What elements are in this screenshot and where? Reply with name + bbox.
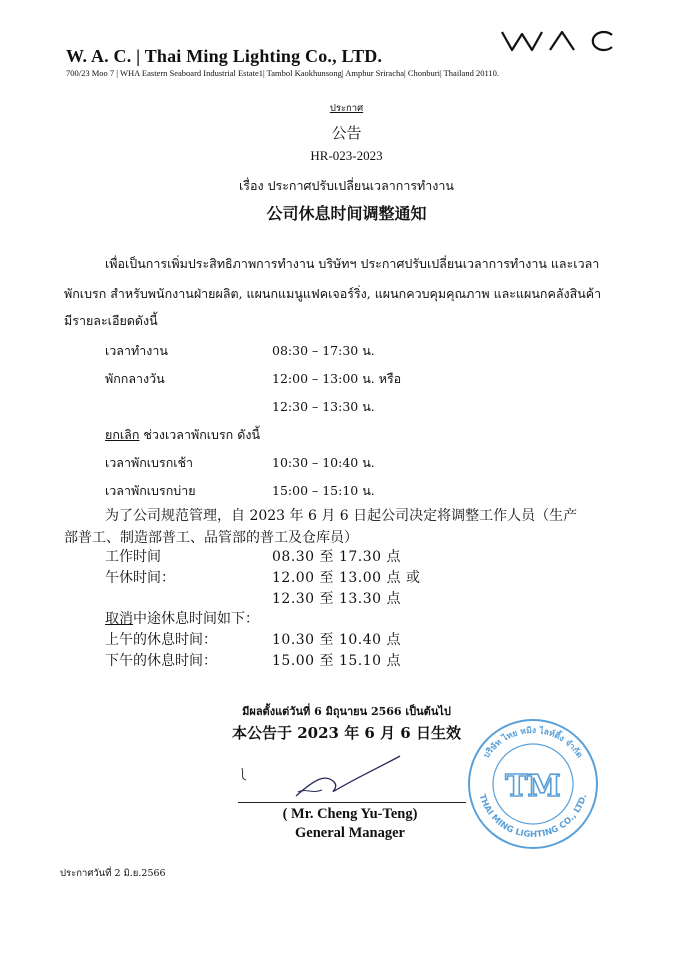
chinese-work-value: 08.30 至 17.30 点 [272, 549, 402, 565]
effective-date-chinese: 本公告于 2023 年 6 月 6 日生效 [232, 724, 461, 742]
thai-paragraph-line-3: มีรายละเอียดดังนี้ [64, 313, 158, 328]
chinese-cancel-line [105, 608, 259, 628]
thai-lunch-value-1: 12:00 – 13:00 น. หรือ [272, 371, 402, 386]
signatory-name: ( Mr. Cheng Yu-Teng) [282, 806, 418, 822]
thai-cancel-word: ยกเลิก [105, 427, 140, 442]
svg-text:บริษัท ไทย หมิง ไลท์ติ้ง จำกัด: บริษัท ไทย หมิง ไลท์ติ้ง จำกัด [481, 725, 585, 761]
signatory-title: General Manager [295, 825, 405, 841]
thai-work-value: 08:30 – 17:30 น. [272, 343, 375, 358]
company-stamp [458, 716, 608, 856]
svg-text:THAI MING LIGHTING CO., LTD.: THAI MING LIGHTING CO., LTD. [476, 793, 590, 841]
signature-line [238, 802, 466, 803]
chinese-lunch-label: 午休时间： [105, 570, 175, 586]
thai-paragraph-line-2: พักเบรก สำหรับพนักงานฝ่ายผลิต, แผนกแมนูแฟคเจอร์ริ่ง, แผนกควบคุมคุณภาพ และแผนกคลังสินค้า [64, 286, 602, 301]
thai-paragraph-line-1: เพื่อเป็นการเพิ่มประสิทธิภาพการทำงาน บริษัทฯ ประกาศปรับเปลี่ยนเวลาการทำงาน และเวลา [105, 256, 600, 271]
chinese-work-label: 工作时间 [105, 549, 161, 565]
chinese-lunch-value-1: 12.00 至 13.00 点 或 [272, 570, 421, 586]
company-name: W. A. C. | Thai Ming Lighting Co., LTD. [66, 46, 383, 66]
thai-lunch-label: พักกลางวัน [105, 371, 165, 386]
subject-chinese: 公司休息时间调整通知 [266, 204, 427, 223]
chinese-morning-break-value: 10.30 至 10.40 点 [272, 632, 402, 648]
chinese-lunch-value-2: 12.30 至 13.30 点 [272, 591, 402, 607]
thai-lunch-value-2: 12:30 – 13:30 น. [272, 399, 375, 414]
subject-thai: เรื่อง ประกาศปรับเปลี่ยนเวลาการทำงาน [239, 178, 454, 193]
thai-afternoon-break-value: 15:00 – 15:10 น. [272, 483, 375, 498]
chinese-cancel-rest: 中途休息时间如下： [133, 611, 259, 627]
thai-morning-break-value: 10:30 – 10:40 น. [272, 455, 375, 470]
notice-label-chinese: 公告 [331, 124, 362, 142]
company-address: 700/23 Moo 7 | WHA Eastern Seaboard Industrial Estate1| Tambol Kaokhunsong| Amphur Sriracha| Chonburi| Thailand 20110. [66, 68, 500, 78]
notice-label-thai: ประกาศ [329, 103, 364, 114]
chinese-afternoon-break-label: 下午的休息时间： [105, 653, 217, 669]
stamp-monogram: TM [505, 769, 561, 804]
thai-afternoon-break-label: เวลาพักเบรกบ่าย [105, 483, 196, 498]
effective-date-thai: มีผลตั้งแต่วันที่ 6 มิถุนายน 2566 เป็นต้นไป [242, 705, 451, 718]
chinese-cancel-word: 取消 [105, 611, 133, 627]
wac-logo [498, 28, 618, 54]
thai-cancel-rest: ช่วงเวลาพักเบรก ดังนี้ [139, 427, 260, 442]
handwritten-signature [236, 738, 406, 802]
chinese-afternoon-break-value: 15.00 至 15.10 点 [272, 653, 402, 669]
thai-cancel-line [105, 425, 260, 445]
thai-morning-break-label: เวลาพักเบรกเช้า [105, 455, 194, 470]
thai-work-label: เวลาทำงาน [105, 343, 168, 358]
issue-date: ประกาศวันที่ 2 มิ.ย.2566 [60, 868, 166, 879]
notice-number: HR-023-2023 [310, 148, 383, 163]
chinese-morning-break-label: 上午的休息时间： [105, 632, 217, 648]
chinese-paragraph-line-2: 部普工、制造部普工、品管部的普工及仓库员） [64, 530, 358, 546]
chinese-paragraph-line-1: 为了公司规范管理，自 2023 年 6 月 6 日起公司决定将调整工作人员（生产 [105, 508, 578, 524]
